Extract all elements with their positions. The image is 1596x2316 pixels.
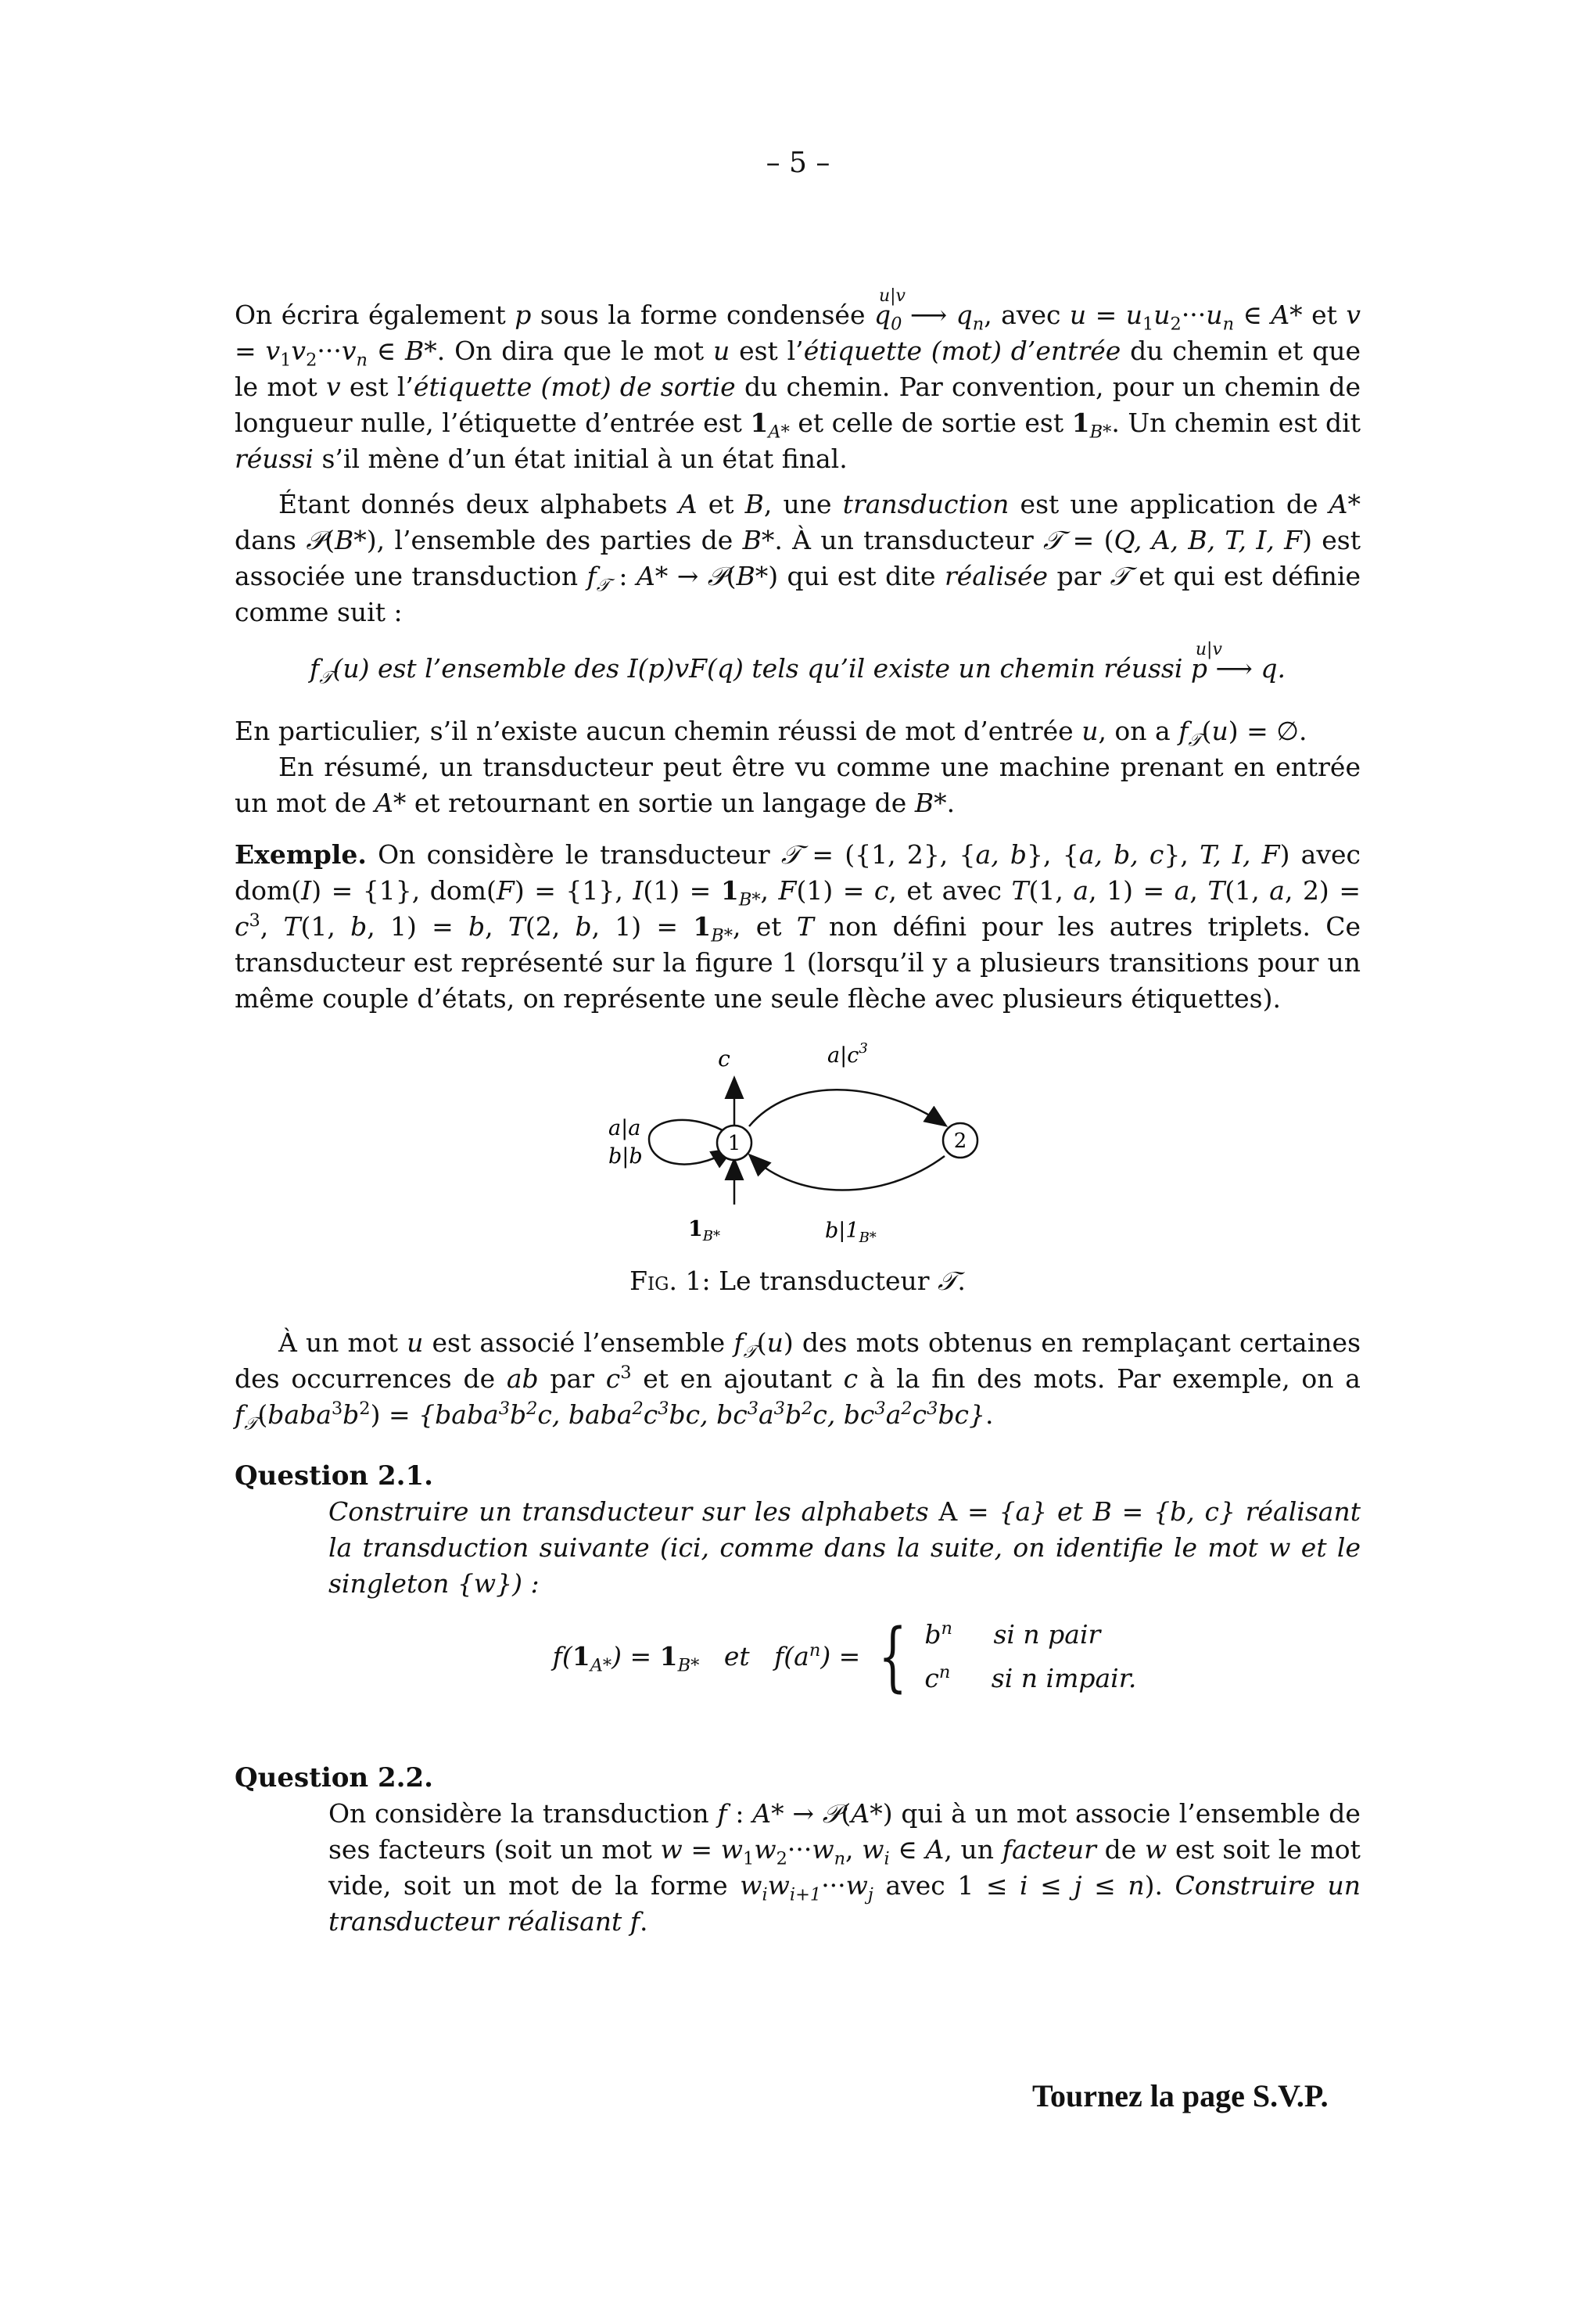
paragraph-transduction: Étant donnés deux alphabets A et B, une transduction est une application de A* dans 𝒫(B*), l’ensemble des parties de B*. À un transducteur 𝒯 = (Q, A, B, T, I, F) est associée une transduction $f_𝒯$ : A* → 𝒫(B*) qui est dite réalisée par 𝒯 et qui est définie comme suit : bbox=[235, 489, 1361, 627]
page-number: – 5 – bbox=[766, 147, 830, 179]
question-2-1-body: Construire un transducteur sur les alphabets A = {a} et B = {b, c} réalisant la transduction suivante (ici, comme dans la suite, on identifie le mot w et le singleton {w}) : $f(1_{A*}) = 1_{B*}$ et $f(a^n)$ = { $b^n$ si n pair $c^n$ si n impair. bbox=[328, 1496, 1361, 1700]
loop-label-a: a|a bbox=[608, 1116, 641, 1140]
question-2-1 bbox=[235, 1458, 1361, 1711]
edge-21-label: $b|1_{B*}$ bbox=[825, 1219, 877, 1242]
edge-2-to-1 bbox=[751, 1156, 945, 1190]
question-2-2-title: Question 2.2. bbox=[235, 1762, 433, 1794]
paragraph-summary: En résumé, un transducteur peut être vu comme une machine prenant en entrée un mot de A* et retournant en sortie un langage de B*. bbox=[235, 752, 1361, 818]
example-paragraph: Exemple. On considère le transducteur 𝒯 = ({1, 2}, {a, b}, {a, b, c}, T, I, F) avec dom(I) = {1}, dom(F) = {1}, $I(1) = 1_{B*}$, F(1) = c, et avec T(1, a, 1) = a, T(1, a, $2) = c^3$, T(1, b, 1) = b, T(2, b, $1) = 1_{B*}$, et T non défini pour les autres triplets. Ce transducteur est représenté sur la figure 1 (lorsqu’il y a plusieurs transitions pour un même couple d’états, on représente une seule flèche avec plusieurs étiquettes). bbox=[235, 839, 1361, 1014]
paragraph-word-example: À un mot u est associé l’ensemble $f_𝒯(u)$ des mots obtenus en remplaçant certaines des occurrences de ab par $c^3$ et en ajoutant c à la fin des mots. Par exemple, on a $f_𝒯(baba^3b^2)$ = {$baba^3b^2c$, $baba^2c^3bc$, $bc^3a^3b^2c$, $bc^3a^2c^3bc$}. bbox=[235, 1327, 1361, 1434]
paragraph-path-labels: On écrira également p sous la forme condensée $q_0$ ⟶ u|v $q_n$, avec $u = u_1u_2\cdot\cdot\cdot u_n$ ∈ A* et $v = v_1v_2\cdot\cdot\cdot v_n$ ∈ B*. On dira que le mot u est l’étiquette (mot) d’entrée du chemin et que le mot v est l’étiquette (mot) de sortie du chemin. Par convention, pour un chemin de longueur nulle, l’étiquette d’entrée est $1_{A*}$ et celle de sortie est $1_{B*}$. Un chemin est dit réussi s’il mène d’un état initial à un état final. bbox=[235, 286, 1361, 474]
question-2-2-body: On considère la transduction f : A* → 𝒫(A*) qui à un mot associe l’ensemble de ses facteurs (soit un mot $w = w_1w_2\cdot\cdot\cdot w_n$, $w_i$ ∈ A, un facteur de w est soit le mot vide, soit un mot de la forme $w_iw_{i+1}\cdot\cdot\cdot w_j$ avec 1 ≤ i ≤ j ≤ n). Construire un transducteur réalisant f. bbox=[328, 1798, 1361, 1937]
edge-12-label: $a|c^3$ bbox=[827, 1040, 868, 1068]
paragraph-empty: En particulier, s’il n’existe aucun chemin réussi de mot d’entrée u, on a $f_𝒯(u)$ = ∅. bbox=[235, 716, 1307, 751]
definition-line: $f_𝒯(u)$ est l’ensemble des I(p)vF(q) tels qu’il existe un chemin réussi p ⟶ u|v q. bbox=[310, 640, 1286, 688]
edge-1-to-2 bbox=[749, 1090, 945, 1126]
initial-output-label: $1_{B*}$ bbox=[688, 1217, 721, 1242]
loop-label-b: b|b bbox=[608, 1144, 643, 1169]
state-2-label: 2 bbox=[953, 1129, 967, 1153]
question-2-1-title: Question 2.1. bbox=[235, 1460, 433, 1492]
final-output-label: c bbox=[718, 1046, 730, 1072]
transducer-figure bbox=[579, 1031, 985, 1242]
state-1-label: 1 bbox=[727, 1132, 741, 1155]
figure-caption: Fig. 1: Le transducteur 𝒯. bbox=[629, 1266, 966, 1296]
question-2-1-formula: $f(1_{A*}) = 1_{B*}$ et $f(a^n)$ = { $b^n$ si n pair $c^n$ si n impair. bbox=[552, 1613, 1137, 1700]
question-2-2 bbox=[235, 1760, 1361, 1940]
footer-turn-page: Tournez la page S.V.P. bbox=[1032, 2078, 1329, 2113]
